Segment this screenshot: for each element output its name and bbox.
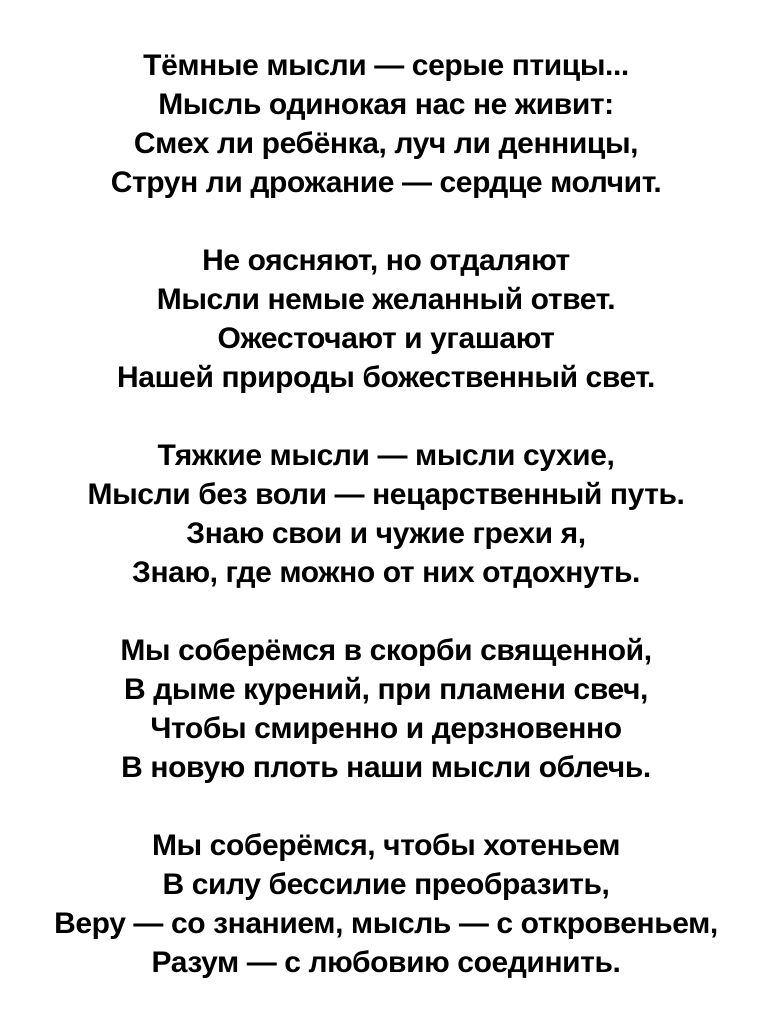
- poem-line: Знаю, где можно от них отдохнуть.: [132, 556, 640, 589]
- poem-line: Мы соберёмся, чтобы хотеньем: [151, 829, 621, 862]
- poem-line: Разум — с любовию соединить.: [151, 946, 621, 979]
- poem-line: В силу бессилие преобразить,: [162, 868, 610, 901]
- poem-line: Тяжкие мысли — мысли сухие,: [157, 439, 615, 472]
- poem-stanza-1: [0, 46, 772, 202]
- poem-line: Струн ли дрожание — сердце молчит.: [110, 166, 662, 199]
- poem-line: В новую плоть наши мысли облечь.: [121, 751, 651, 784]
- poem-line: Ожесточают и угашают: [217, 322, 555, 355]
- poem-stanza-2: [0, 241, 772, 397]
- poem-line: Знаю свои и чужие грехи я,: [186, 517, 586, 550]
- poem-line: Тёмные мысли — серые птицы...: [143, 49, 629, 82]
- poem-stanza-5: [0, 826, 772, 982]
- poem-line: Нашей природы божественный свет.: [117, 361, 655, 394]
- poem-line: Мысль одинокая нас не живит:: [158, 88, 614, 121]
- poem-line: Не оясняют, но отдаляют: [202, 244, 570, 277]
- poem-stanza-4: [0, 631, 772, 787]
- poem-stanza-3: [0, 436, 772, 592]
- poem-line: Мысли без воли — нецарственный путь.: [87, 478, 685, 511]
- poem-line: Чтобы смиренно и дерзновенно: [150, 712, 622, 745]
- poem-line: Мы соберёмся в скорби священной,: [120, 634, 652, 667]
- poem-line: Мысли немые желанный ответ.: [156, 283, 616, 316]
- poem-line: Веру — со знанием, мысль — с откровеньем,: [54, 907, 718, 940]
- poem-line: Смех ли ребёнка, луч ли денницы,: [133, 127, 639, 160]
- poem-text: [0, 46, 772, 982]
- poem-line: В дыме курений, при пламени свеч,: [124, 673, 648, 706]
